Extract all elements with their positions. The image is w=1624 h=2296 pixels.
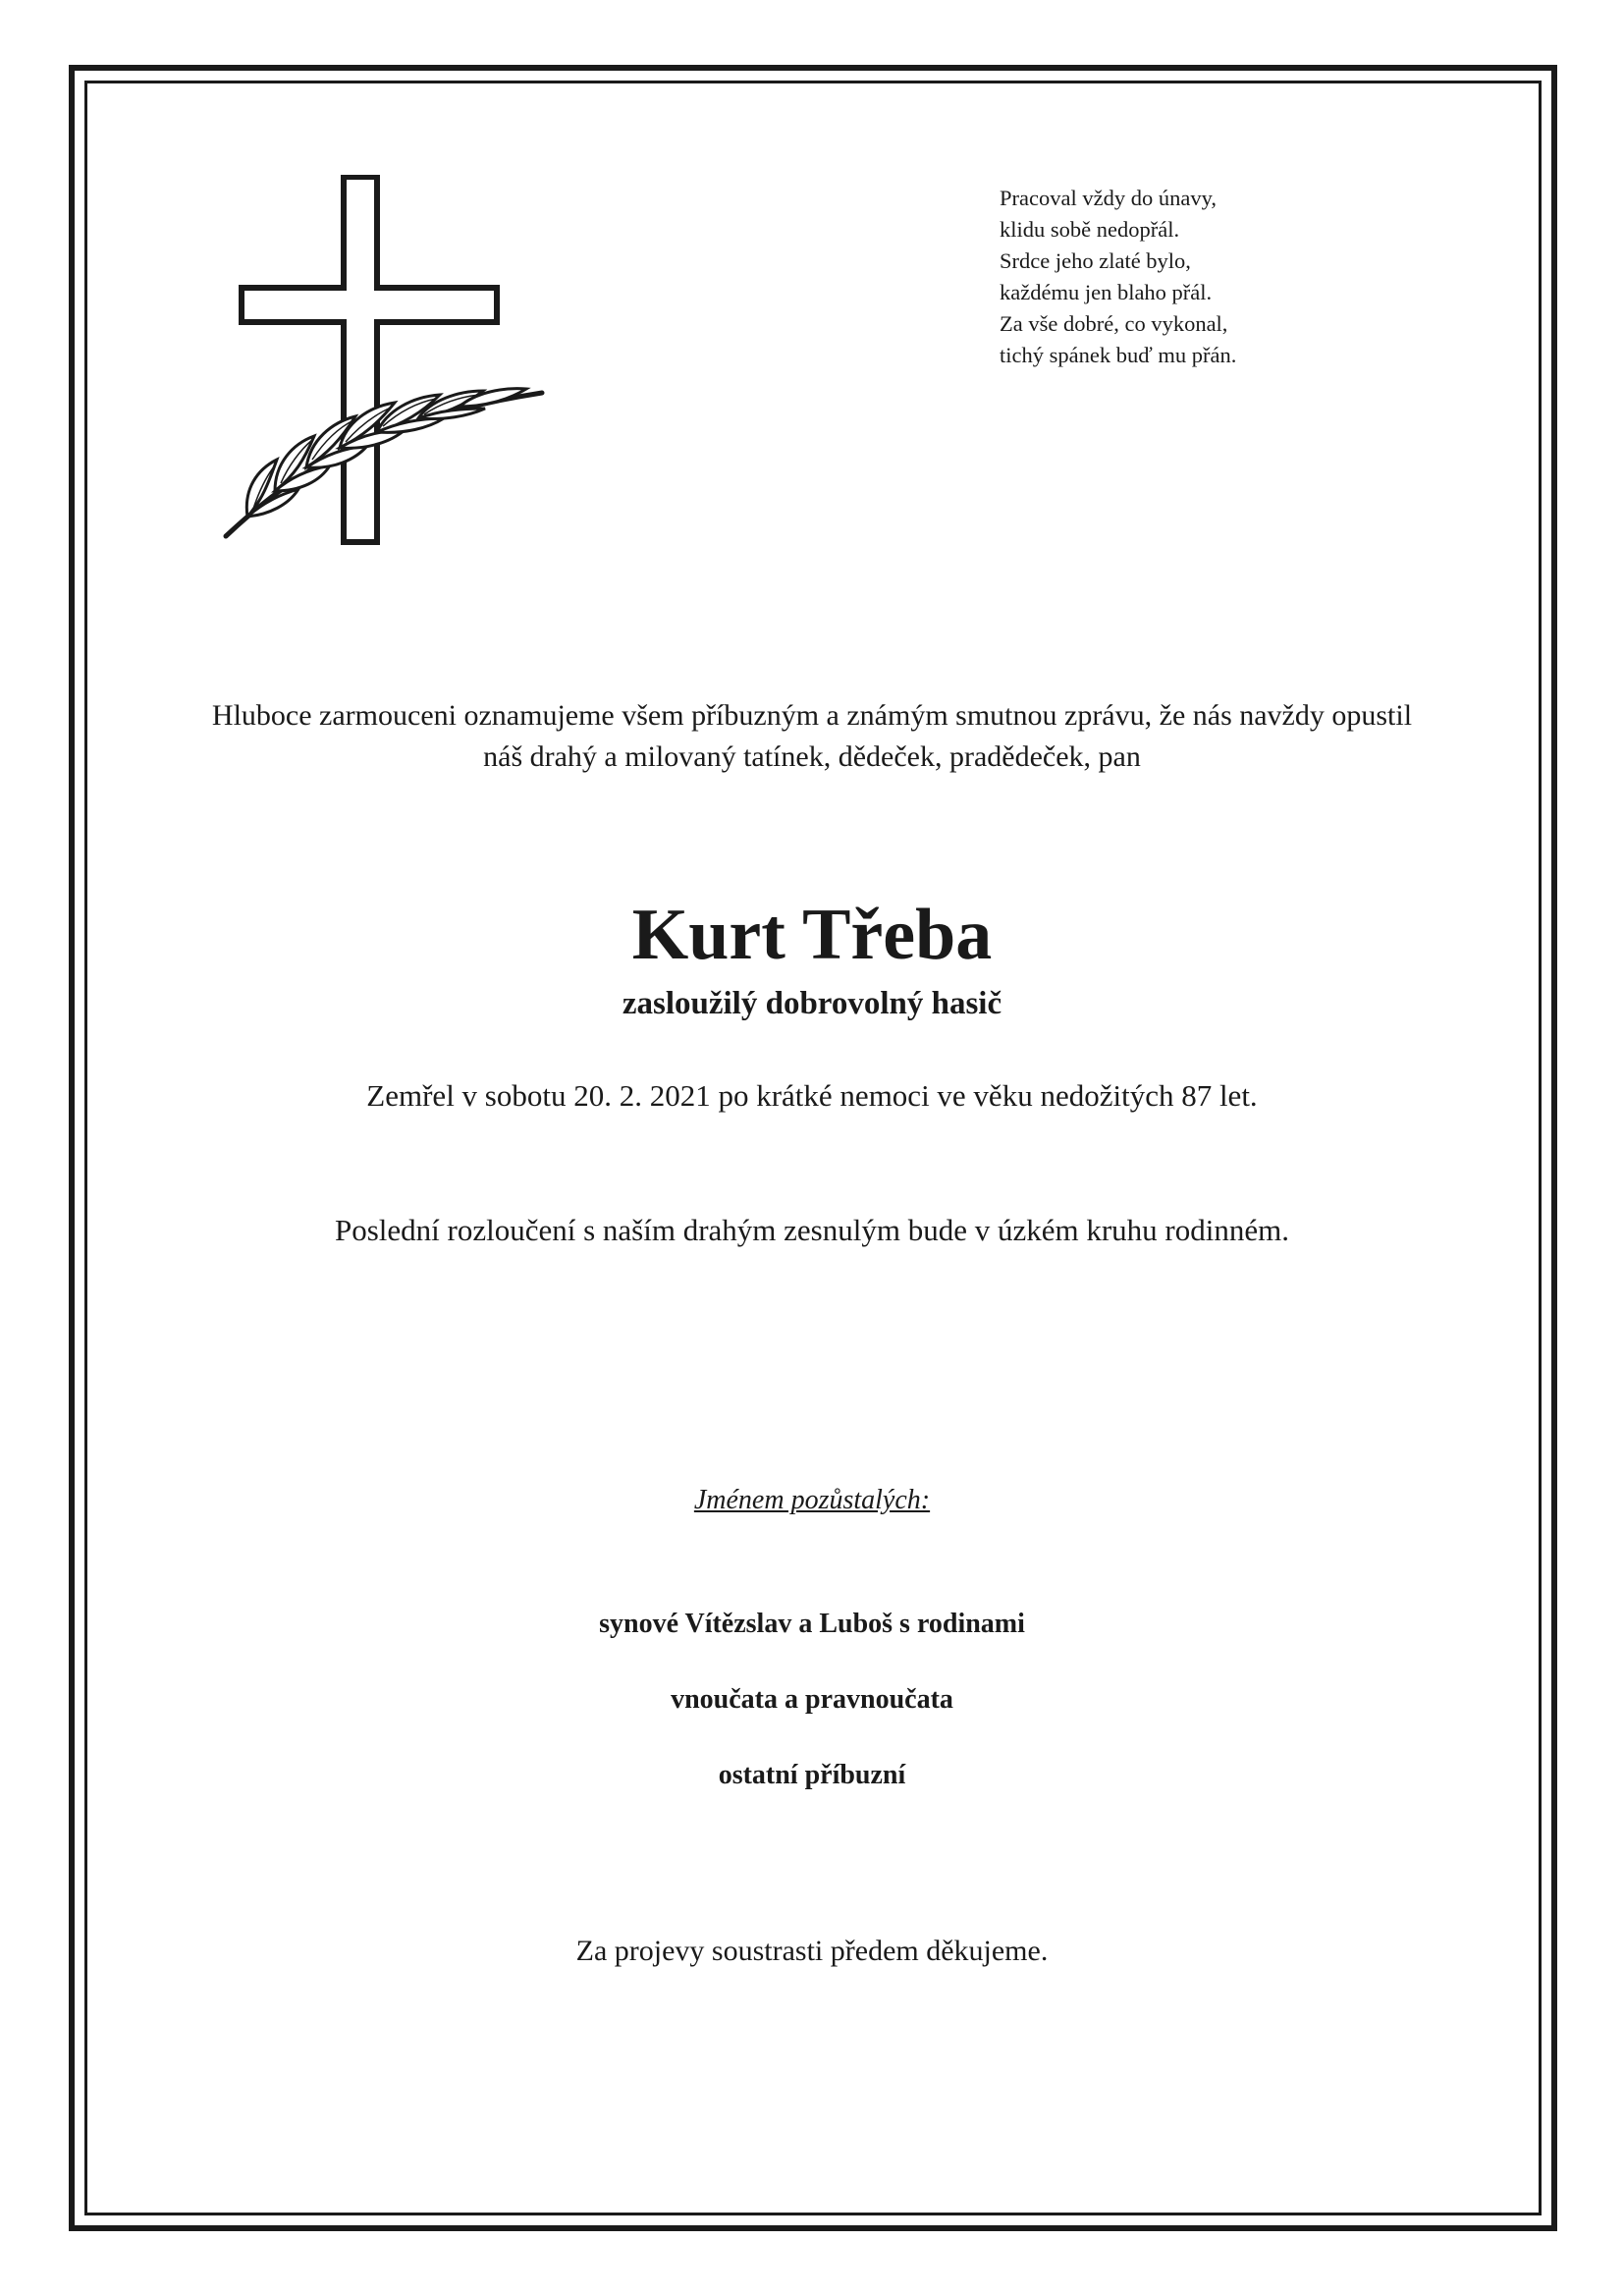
farewell-note: Poslední rozloučení s naším drahým zesnulým bude v úzkém kruhu rodinném.: [334, 1213, 1289, 1247]
poem-line: Srdce jeho zlaté bylo,: [1000, 248, 1191, 273]
poem-line: každému jen blaho přál.: [1000, 280, 1213, 304]
deceased-honorific: zasloužilý dobrovolný hasič: [622, 986, 1002, 1021]
closing-thanks: Za projevy soustrasti předem děkujeme.: [575, 1935, 1049, 1967]
cross-with-palm-branch-icon: [218, 175, 552, 548]
survivor-line: vnoučata a pravnoučata: [671, 1684, 953, 1715]
poem-line: Pracoval vždy do únavy,: [1000, 186, 1217, 210]
poem-line: klidu sobě nedopřál.: [1000, 217, 1180, 242]
survivor-line: synové Vítězslav a Luboš s rodinami: [599, 1609, 1025, 1639]
announcement-line: Hluboce zarmouceni oznamujeme všem příbuzným a známým smutnou zprávu, že nás navždy opustil: [211, 699, 1413, 732]
poem-line: Za vše dobré, co vykonal,: [1000, 311, 1228, 336]
survivors-heading-text: Jménem pozůstalých:: [693, 1485, 931, 1515]
deceased-name: Kurt Třeba: [631, 895, 993, 975]
announcement-text: [116, 695, 1508, 778]
poem-line: tichý spánek buď mu přán.: [1000, 343, 1237, 367]
death-note: Zemřel v sobotu 20. 2. 2021 po krátké nemoci ve věku nedožitých 87 let.: [366, 1078, 1258, 1113]
poem: [1000, 183, 1236, 371]
survivor-line: ostatní příbuzní: [718, 1760, 906, 1790]
survivors-heading: [116, 1481, 1508, 1520]
announcement-line: náš drahý a milovaný tatínek, dědeček, pradědeček, pan: [483, 740, 1141, 773]
